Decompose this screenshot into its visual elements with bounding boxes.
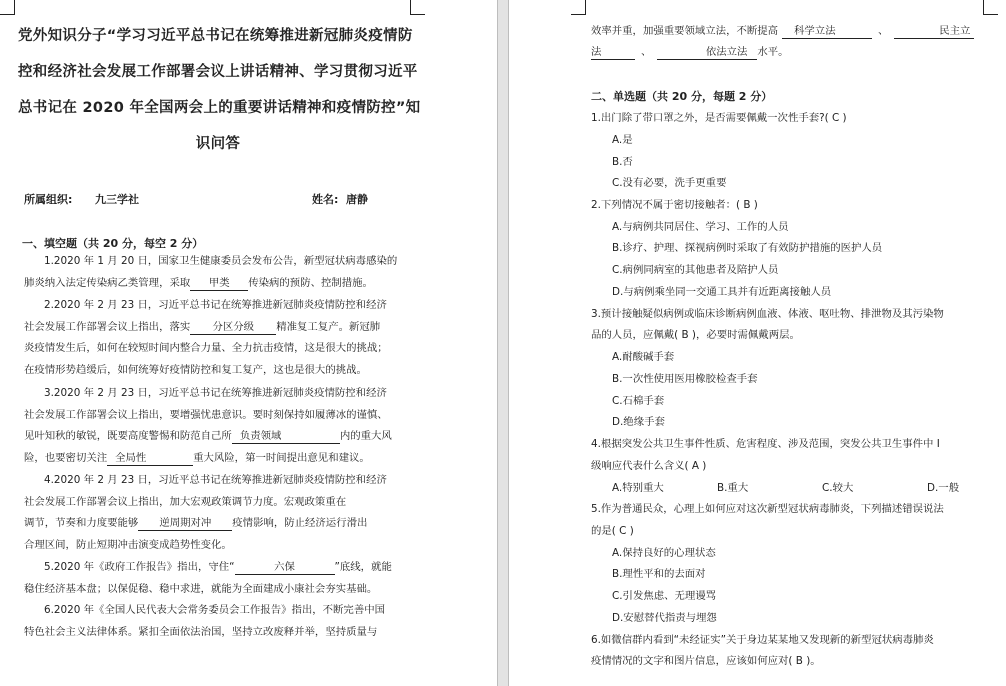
choice-option: B.一次性使用医用橡胶检查手套 <box>612 373 758 385</box>
choice-option: C.病例同病室的其他患者及陪护人员 <box>612 264 779 276</box>
choice-option: A.是 <box>612 134 633 146</box>
answer-blank: 分区分级 <box>190 321 276 335</box>
text-span: 险，也要密切关注 <box>24 451 108 464</box>
continued-text-line <box>591 43 789 60</box>
text-span: 肺炎纳入法定传染病乙类管理，采取 <box>24 276 191 289</box>
text-span: 精准复工复产。新冠肺 <box>276 320 381 333</box>
text-span: 5.2020 年《政府工作报告》指出，守住“ <box>44 561 235 573</box>
text-line: 4.2020 年 2 月 23 日，习近平总书记在统筹推进新冠肺炎疫情防控和经济 <box>44 474 387 486</box>
text-line: 2.2020 年 2 月 23 日，习近平总书记在统筹推进新冠肺炎疫情防控和经济 <box>44 299 387 311</box>
title-line: 控和经济社会发展工作部署会议上讲话精神、学习贯彻习近平 <box>18 64 418 80</box>
text-line: 合理区间，防止短期冲击演变成趋势性变化。 <box>24 538 232 551</box>
fill-question-1 <box>24 251 410 294</box>
title-line: 总书记在 2020 年全国两会上的重要讲话精神和疫情防控”知 <box>18 100 421 116</box>
choice-question-3-cont: 品的人员，应佩戴( B )，必要时需佩戴两层。 <box>591 329 800 341</box>
choice-question-5-cont: 的是( C ) <box>591 525 634 537</box>
org-value: 九三学社 <box>95 193 139 206</box>
crop-mark <box>410 0 425 15</box>
answer-blank: 负责领域 <box>232 430 340 444</box>
answer-blank: 科学立法 <box>782 25 872 39</box>
choice-question-3: 3.预计接触疑似病例或临床诊断病例血液、体液、呕吐物、排泄物及其污染物 <box>591 308 944 320</box>
crop-mark <box>571 0 586 15</box>
choice-option: A.保持良好的心理状态 <box>612 547 716 559</box>
choice-option: C.没有必要，洗手更重要 <box>612 177 727 189</box>
choice-question-6-cont: 疫情情况的文字和图片信息，应该如何应对( B )。 <box>591 655 821 667</box>
answer-blank: 全局性 <box>107 452 193 466</box>
choice-question-2: 2.下列情况不属于密切接触者：( B ) <box>591 199 758 211</box>
choice-option: D.安慰替代指责与埋怨 <box>612 612 717 624</box>
choice-option: D.与病例乘坐同一交通工具并有近距离接触人员 <box>612 286 832 298</box>
section-heading-single-choice: 二、单选题（共 20 分，每题 2 分） <box>591 90 773 103</box>
text-span: 调节，节奏和力度要能够 <box>24 517 139 530</box>
text-span: 社会发展工作部署会议上指出，落实 <box>24 320 191 333</box>
document-page-right <box>509 0 1006 686</box>
crop-mark <box>0 0 15 15</box>
text-span: 、 <box>878 25 889 37</box>
choice-option: B.重大 <box>717 482 749 494</box>
choice-option: C.引发焦虑、无理谩骂 <box>612 590 717 602</box>
choice-option: D.一般 <box>927 482 960 494</box>
text-span: 重大风险，第一时间提出意见和建议。 <box>193 451 370 464</box>
choice-question-4: 4.根据突发公共卫生事件性质、危害程度、涉及范围，突发公共卫生事件中 I <box>591 438 940 450</box>
choice-option: C.石棉手套 <box>612 395 665 407</box>
answer-blank: 甲类 <box>190 277 248 291</box>
answer-blank: 法 <box>591 46 635 60</box>
text-line: 特色社会主义法律体系。紧扣全面依法治国，坚持立改废释并举，坚持质量与 <box>24 625 378 638</box>
page-gap <box>497 0 509 686</box>
choice-question-5: 5.作为普通民众，心理上如何应对这次新型冠状病毒肺炎，下列描述错误说法 <box>591 503 944 515</box>
document-title <box>18 18 421 162</box>
text-line: 1.2020 年 1 月 20 日，国家卫生健康委员会发布公告，新型冠状病毒感染的 <box>44 255 398 267</box>
answer-blank: 逆周期对冲 <box>138 517 232 531</box>
answer-blank: 六保 <box>235 561 335 575</box>
section-heading-fill-blank: 一、填空题（共 20 分，每空 2 分） <box>22 237 204 250</box>
text-span: ”底线，就能 <box>334 561 392 573</box>
text-line: 炎疫情发生后，如何在较短时间内整合力量、全力抗击疫情，这是很大的挑战； <box>24 342 388 355</box>
org-label: 所属组织: <box>24 193 73 206</box>
name-label: 姓名: <box>312 193 339 206</box>
name-value: 唐静 <box>346 193 368 206</box>
text-span: 效率并重，加强重要领域立法，不断提高 <box>591 25 779 37</box>
text-line: 稳住经济基本盘；以保促稳、稳中求进，就能为全面建成小康社会夯实基础。 <box>24 582 378 595</box>
fill-question-3 <box>24 383 410 469</box>
title-line: 识问答 <box>195 136 241 152</box>
choice-option: A.特别重大 <box>612 482 664 494</box>
fill-question-2 <box>24 295 410 381</box>
crop-mark <box>983 0 998 15</box>
choice-option-row <box>612 479 972 494</box>
text-line: 6.2020 年《全国人民代表大会常务委员会工作报告》指出，不断完善中国 <box>44 604 385 616</box>
text-line: 社会发展工作部署会议上指出，要增强忧患意识。要时刻保持如履薄冰的谨慎、 <box>24 408 388 421</box>
choice-option: B.理性平和的去面对 <box>612 568 706 580</box>
answer-blank: 民主立 <box>894 25 974 39</box>
document-page-left <box>0 0 497 686</box>
text-line: 社会发展工作部署会议上指出，加大宏观政策调节力度。宏观政策重在 <box>24 495 347 508</box>
text-span: 内的重大风 <box>339 430 392 443</box>
fill-question-4 <box>24 470 410 556</box>
choice-option: B.否 <box>612 156 633 168</box>
choice-question-4-cont: 级响应代表什么含义( A ) <box>591 460 707 472</box>
answer-blank: 依法立法 <box>657 46 757 60</box>
choice-question-1: 1.出门除了带口罩之外，是否需要佩戴一次性手套?( C ) <box>591 112 847 124</box>
choice-option: C.较大 <box>822 482 854 494</box>
title-line: 党外知识分子“学习习近平总书记在统筹推进新冠肺炎疫情防 <box>18 28 413 44</box>
choice-option: A.耐酸碱手套 <box>612 351 675 363</box>
fill-question-5 <box>24 557 410 600</box>
text-span: 水平。 <box>757 46 789 58</box>
text-line: 3.2020 年 2 月 23 日，习近平总书记在统筹推进新冠肺炎疫情防控和经济 <box>44 387 387 399</box>
text-span: 、 <box>641 46 652 58</box>
text-span: 见叶知秋的敏锐，既要高度警惕和防范自己所 <box>24 430 232 443</box>
choice-option: A.与病例共同居住、学习、工作的人员 <box>612 221 789 233</box>
text-span: 传染病的预防、控制措施。 <box>248 276 373 289</box>
text-line: 在疫情形势趋缓后，如何统筹好疫情防控和复工复产，这也是很大的挑战。 <box>24 363 367 376</box>
choice-option: B.诊疗、护理、探视病例时采取了有效防护措施的医护人员 <box>612 242 883 254</box>
choice-question-6: 6.如微信群内看到“未经证实”关于身边某某地又发现新的新型冠状病毒肺炎 <box>591 634 934 646</box>
continued-text-line <box>591 22 974 39</box>
choice-option: D.绝缘手套 <box>612 416 665 428</box>
text-span: 疫情影响，防止经济运行滑出 <box>232 517 368 530</box>
fill-question-6 <box>24 600 410 643</box>
